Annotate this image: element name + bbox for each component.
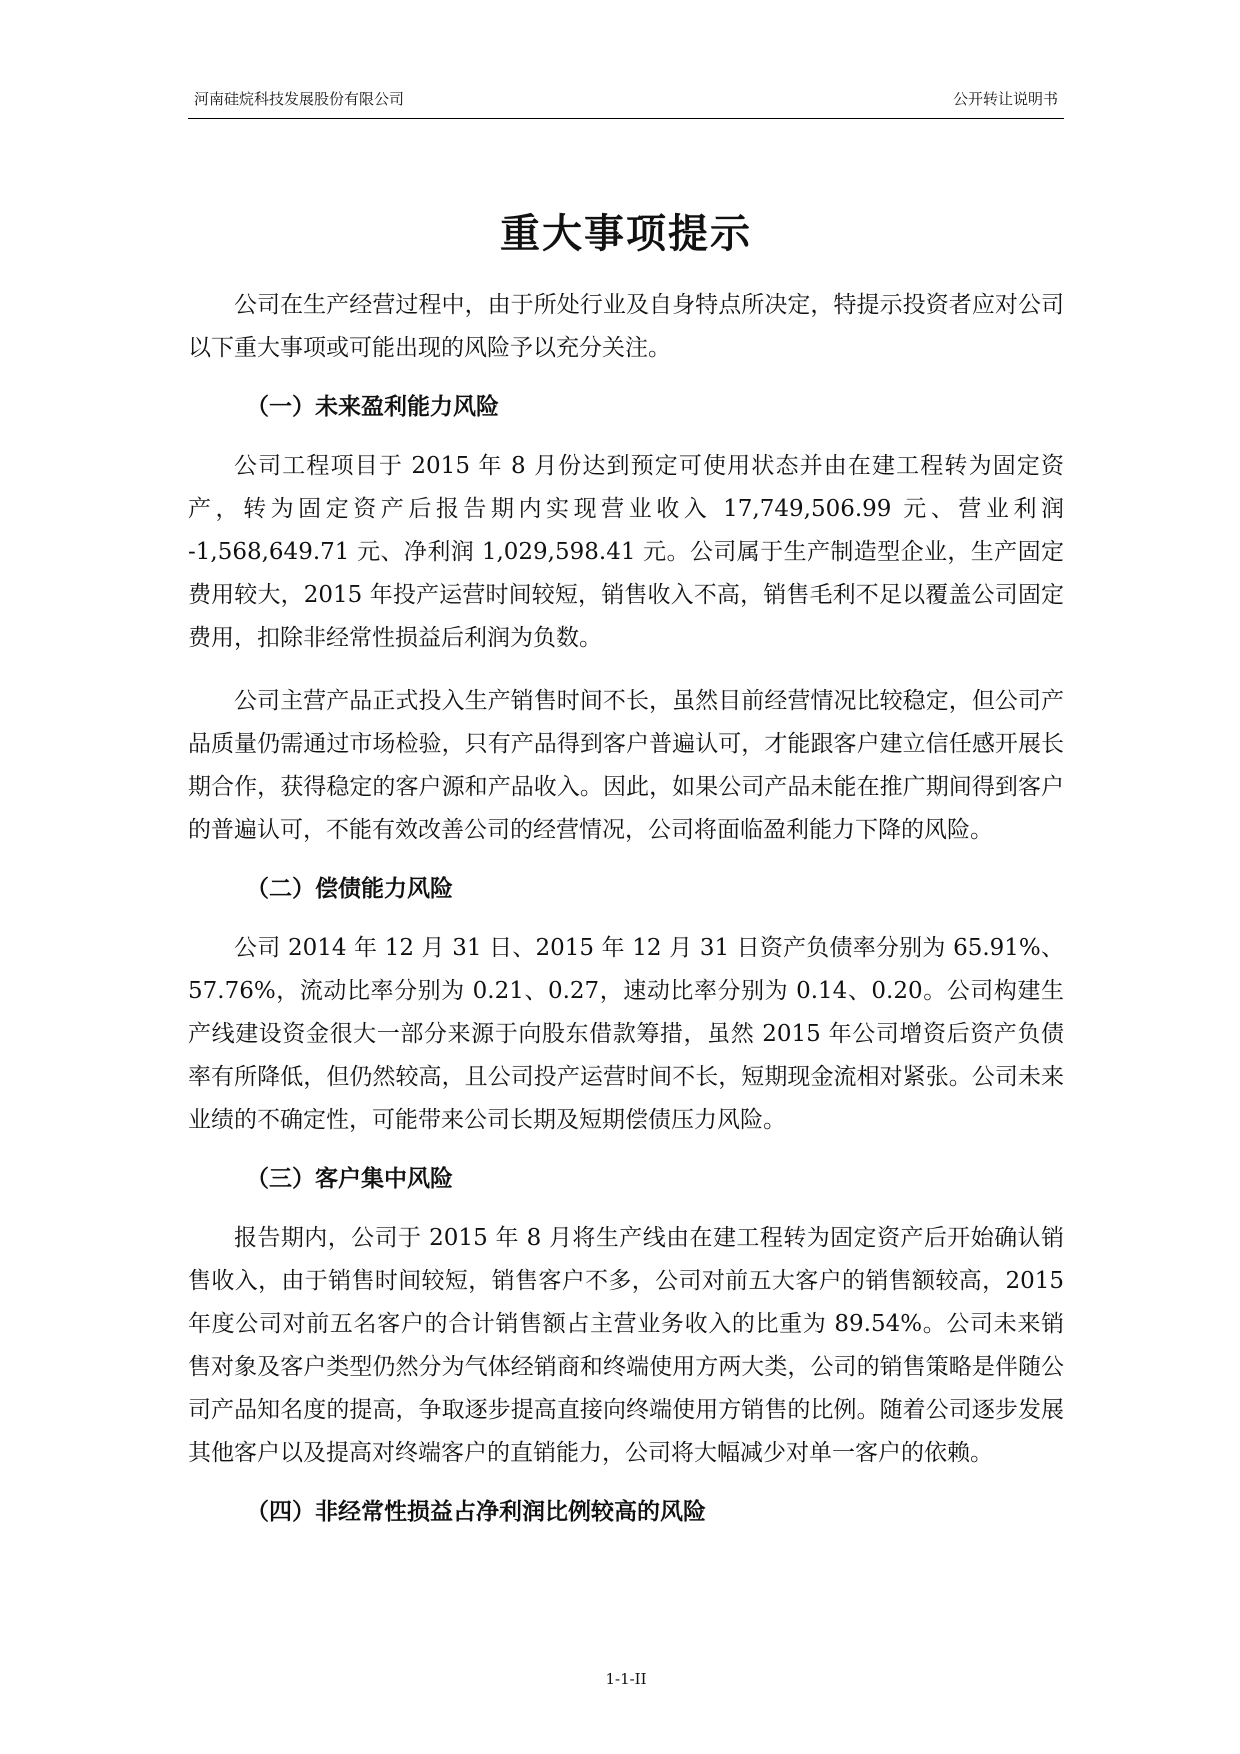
intro-paragraph: 公司在生产经营过程中，由于所处行业及自身特点所决定，特提示投资者应对公司以下重大事项或可能出现的风险予以充分关注。 (188, 292, 1064, 361)
section-paragraph: 公司工程项目于 2015 年 8 月份达到预定可使用状态并由在建工程转为固定资产，转为固定资产后报告期内实现营业收入 17,749,506.99 元、营业利润 -1,568,649.71 元、净利润 1,029,598.41 元。公司属于生产制造型企业，生产固定费用较大，2015 年投产运营时间较短，销售收入不高，销售毛利不足以覆盖公司固定费用，扣除非经常性损益后利润为负数。 (188, 453, 1064, 651)
section-title-customer-concentration-risk: （三）客户集中风险 (246, 1165, 453, 1192)
section-paragraph: 公司主营产品正式投入生产销售时间不长，虽然目前经营情况比较稳定，但公司产品质量仍需通过市场检验，只有产品得到客户普遍认可，才能跟客户建立信任感开展长期合作，获得稳定的客户源和产品收入。因此，如果公司产品未能在推广期间得到客户的普遍认可，不能有效改善公司的经营情况，公司将面临盈利能力下降的风险。 (188, 688, 1064, 843)
section-title-non-recurring-gains-risk: （四）非经常性损益占净利润比例较高的风险 (246, 1498, 706, 1525)
page-number: 1-1-II (605, 1670, 647, 1688)
section-paragraph: 公司 2014 年 12 月 31 日、2015 年 12 月 31 日资产负债率分别为 65.91%、57.76%，流动比率分别为 0.21、0.27，速动比率分别为 0.14、0.20。公司构建生产线建设资金很大一部分来源于向股东借款筹措，虽然 2015 年公司增资后资产负债率有所降低，但仍然较高，且公司投产运营时间不长，短期现金流相对紧张。公司未来业绩的不确定性，可能带来公司长期及短期偿债压力风险。 (188, 935, 1064, 1133)
document-body (188, 284, 1064, 1550)
header-document-type: 公开转让说明书 (952, 90, 1058, 108)
page-title: 重大事项提示 (500, 210, 752, 257)
section-paragraph: 报告期内，公司于 2015 年 8 月将生产线由在建工程转为固定资产后开始确认销售收入，由于销售时间较短，销售客户不多，公司对前五大客户的销售额较高，2015 年度公司对前五名客户的合计销售额占主营业务收入的比重为 89.54%。公司未来销售对象及客户类型仍然分为气体经销商和终端使用方两大类，公司的销售策略是伴随公司产品知名度的提高，争取逐步提高直接向终端使用方销售的比例。随着公司逐步发展其他客户以及提高对终端客户的直销能力，公司将大幅减少对单一客户的依赖。 (188, 1225, 1064, 1466)
page-header (188, 86, 1064, 119)
header-company-name: 河南硅烷科技发展股份有限公司 (194, 90, 405, 108)
section-title-solvency-risk: （二）偿债能力风险 (246, 875, 453, 902)
section-title-profitability-risk: （一）未来盈利能力风险 (246, 393, 499, 420)
